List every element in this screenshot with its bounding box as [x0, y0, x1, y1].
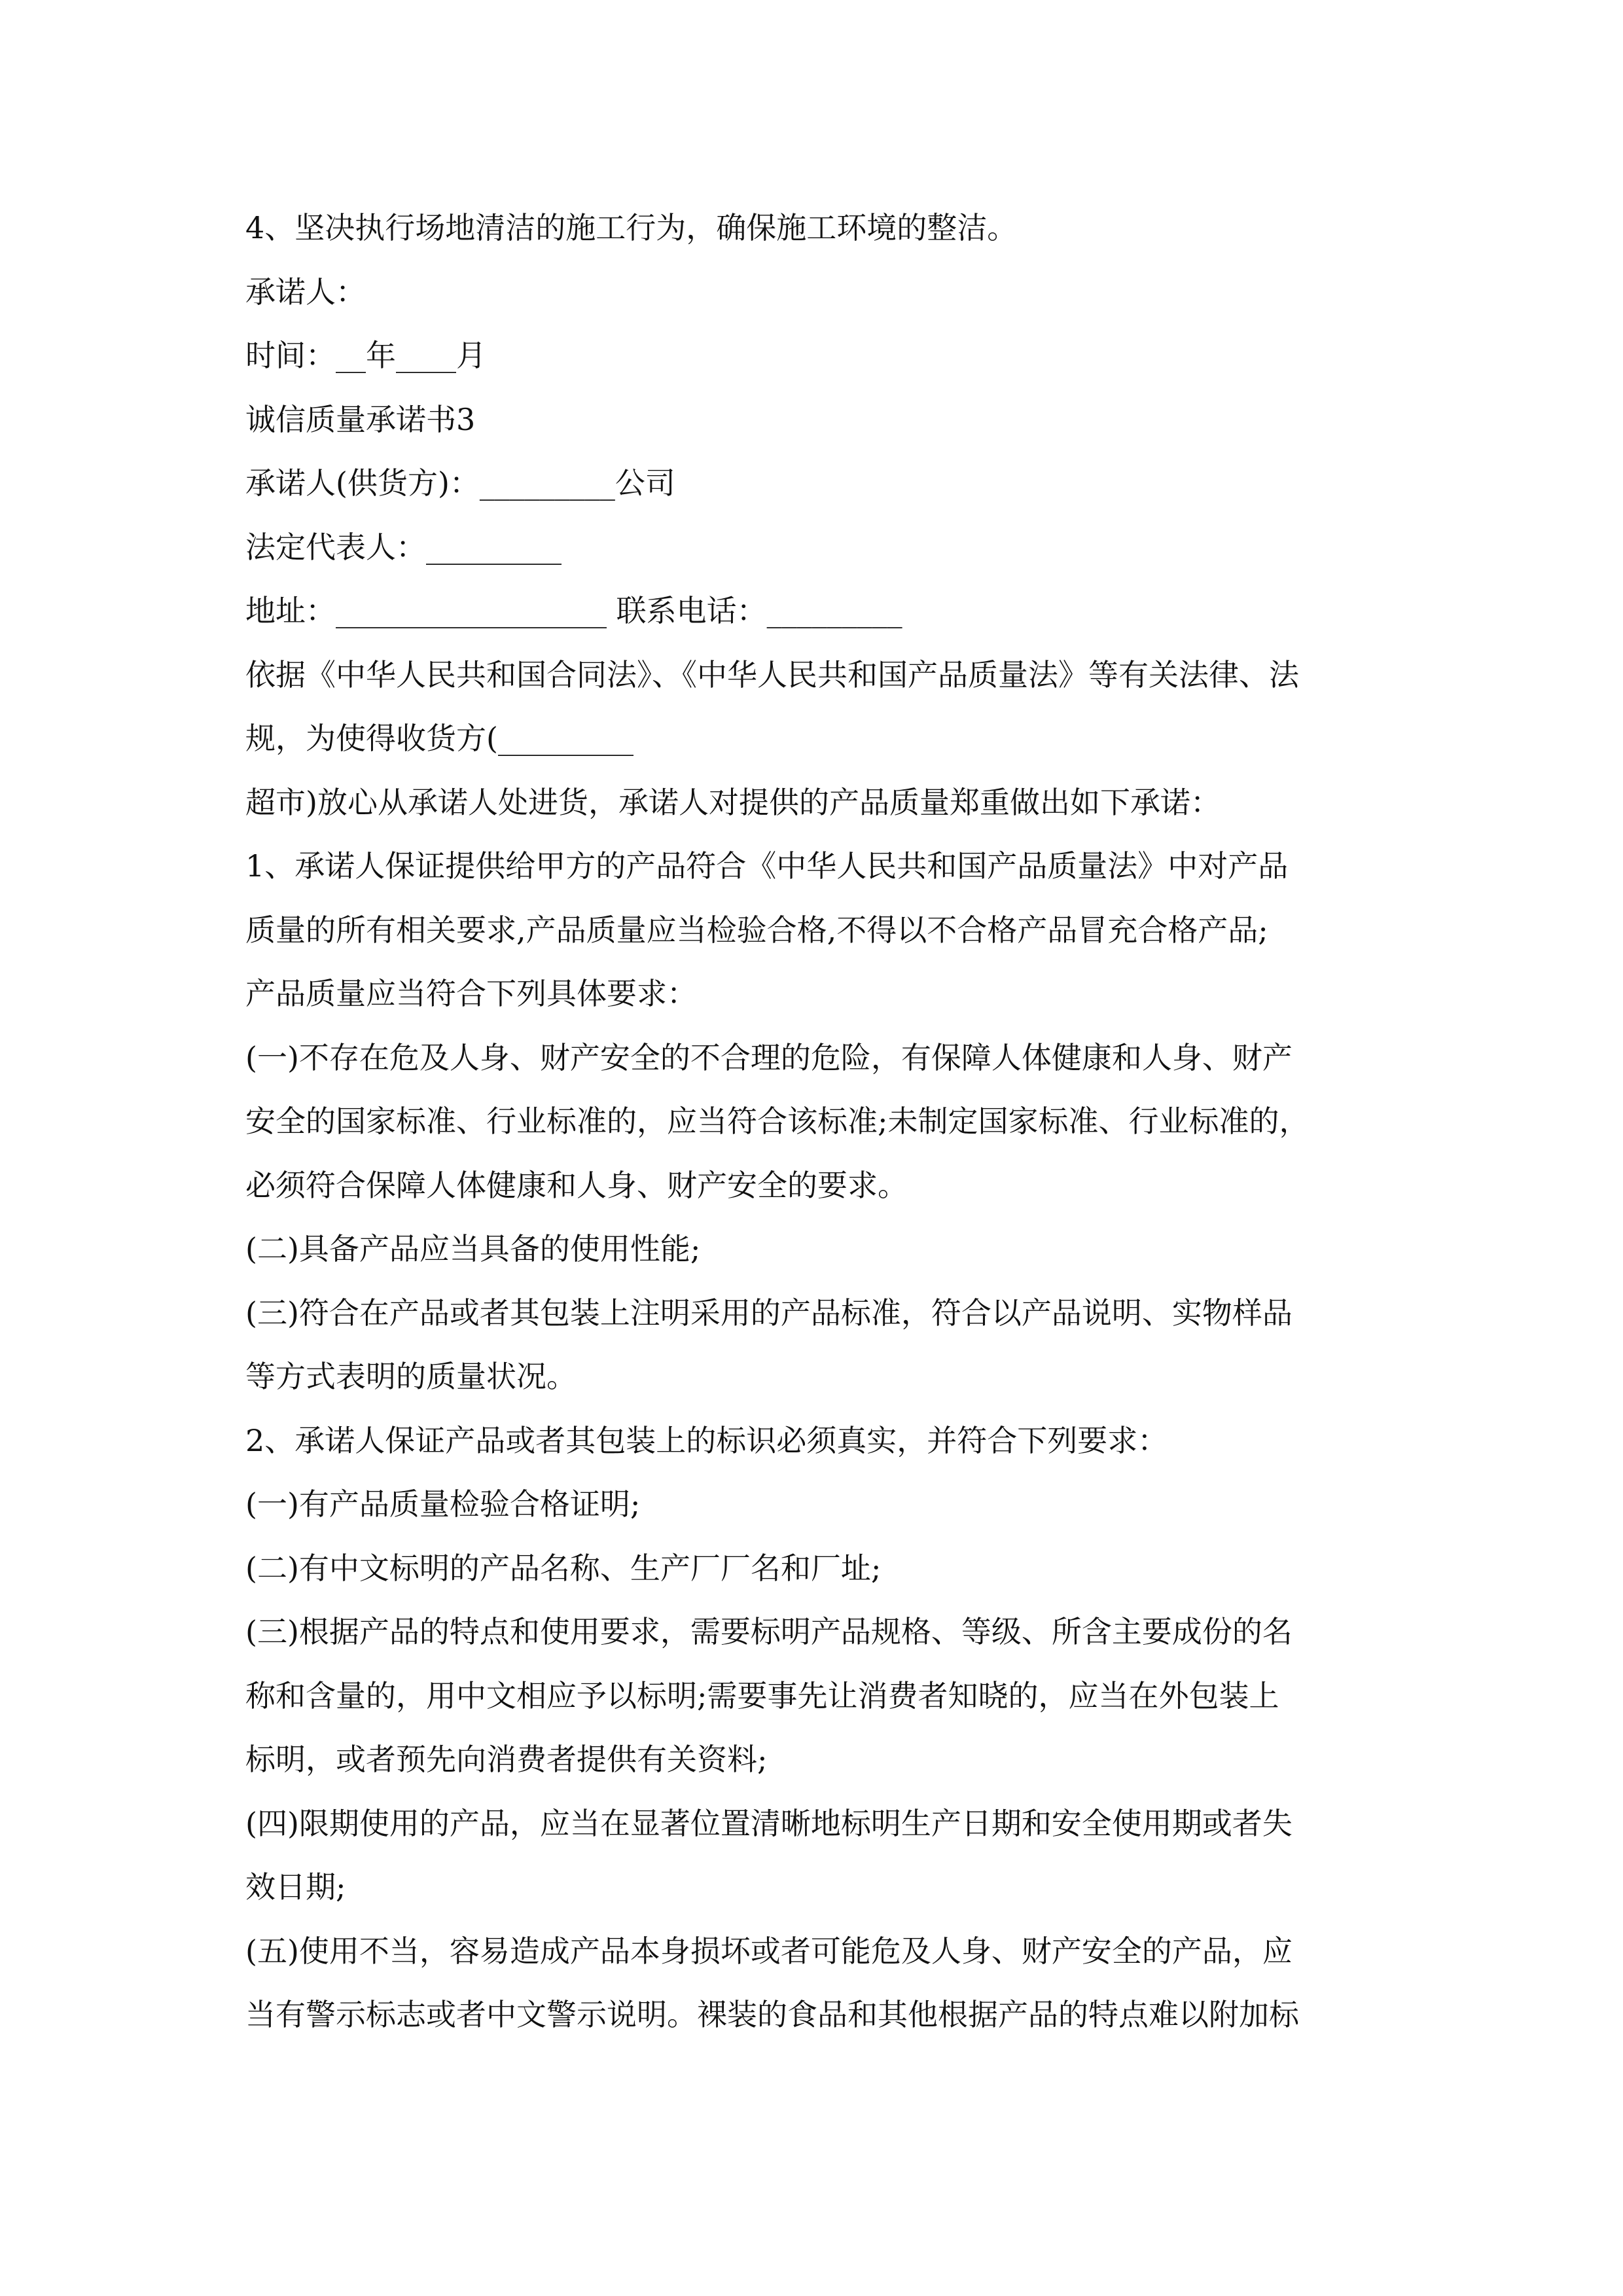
paragraph-line: 标明，或者预先向消费者提供有关资料;: [245, 1742, 768, 1777]
paragraph-line: 1、承诺人保证提供给甲方的产品符合《中华人民共和国产品质量法》中对产品: [245, 848, 1289, 884]
paragraph-line: 2、承诺人保证产品或者其包装上的标识必须真实，并符合下列要求：: [245, 1422, 1168, 1458]
paragraph-line: 承诺人(供货方)：_________公司: [245, 465, 675, 501]
paragraph-line: 法定代表人：_________: [245, 529, 562, 565]
paragraph-line: 称和含量的，用中文相应予以标明;需要事先让消费者知晓的，应当在外包装上: [245, 1677, 1279, 1713]
paragraph-line: (二)有中文标明的产品名称、生产厂厂名和厂址;: [245, 1550, 882, 1586]
paragraph-line: 4、坚决执行场地清洁的施工行为，确保施工环境的整洁。: [245, 210, 1018, 245]
paragraph-line: (三)根据产品的特点和使用要求，需要标明产品规格、等级、所含主要成份的名: [245, 1614, 1293, 1649]
paragraph-line: 等方式表明的质量状况。: [245, 1359, 577, 1394]
paragraph-line: 当有警示标志或者中文警示说明。裸装的食品和其他根据产品的特点难以附加标: [245, 1997, 1299, 2032]
paragraph-line: 地址：__________________ 联系电话：_________: [245, 593, 902, 628]
paragraph-line: 依据《中华人民共和国合同法》、《中华人民共和国产品质量法》等有关法律、法: [245, 656, 1299, 692]
paragraph-line: 规，为使得收货方(_________: [245, 721, 633, 756]
document-body: [245, 196, 1384, 2047]
paragraph-line: 承诺人：: [245, 274, 366, 310]
paragraph-line: (一)有产品质量检验合格证明;: [245, 1486, 641, 1522]
section-title: 诚信质量承诺书3: [245, 401, 476, 437]
paragraph-line: (四)限期使用的产品，应当在显著位置清晰地标明生产日期和安全使用期或者失: [245, 1805, 1293, 1841]
paragraph-line: 必须符合保障人体健康和人身、财产安全的要求。: [245, 1167, 908, 1203]
paragraph-line: 质量的所有相关要求,产品质量应当检验合格,不得以不合格产品冒充合格产品;: [245, 912, 1268, 948]
paragraph-line: 时间：__年____月: [245, 338, 486, 373]
paragraph-line: 效日期;: [245, 1869, 346, 1905]
paragraph-line: 安全的国家标准、行业标准的，应当符合该标准;未制定国家标准、行业标准的，: [245, 1103, 1310, 1139]
paragraph-line: (三)符合在产品或者其包装上注明采用的产品标准，符合以产品说明、实物样品: [245, 1295, 1293, 1331]
paragraph-line: 产品质量应当符合下列具体要求：: [245, 976, 697, 1011]
paragraph-line: (一)不存在危及人身、财产安全的不合理的危险，有保障人体健康和人身、财产: [245, 1039, 1293, 1075]
paragraph-line: 超市)放心从承诺人处进货，承诺人对提供的产品质量郑重做出如下承诺：: [245, 784, 1221, 820]
paragraph-line: (二)具备产品应当具备的使用性能;: [245, 1231, 701, 1266]
paragraph-line: (五)使用不当，容易造成产品本身损坏或者可能危及人身、财产安全的产品，应: [245, 1933, 1293, 1969]
